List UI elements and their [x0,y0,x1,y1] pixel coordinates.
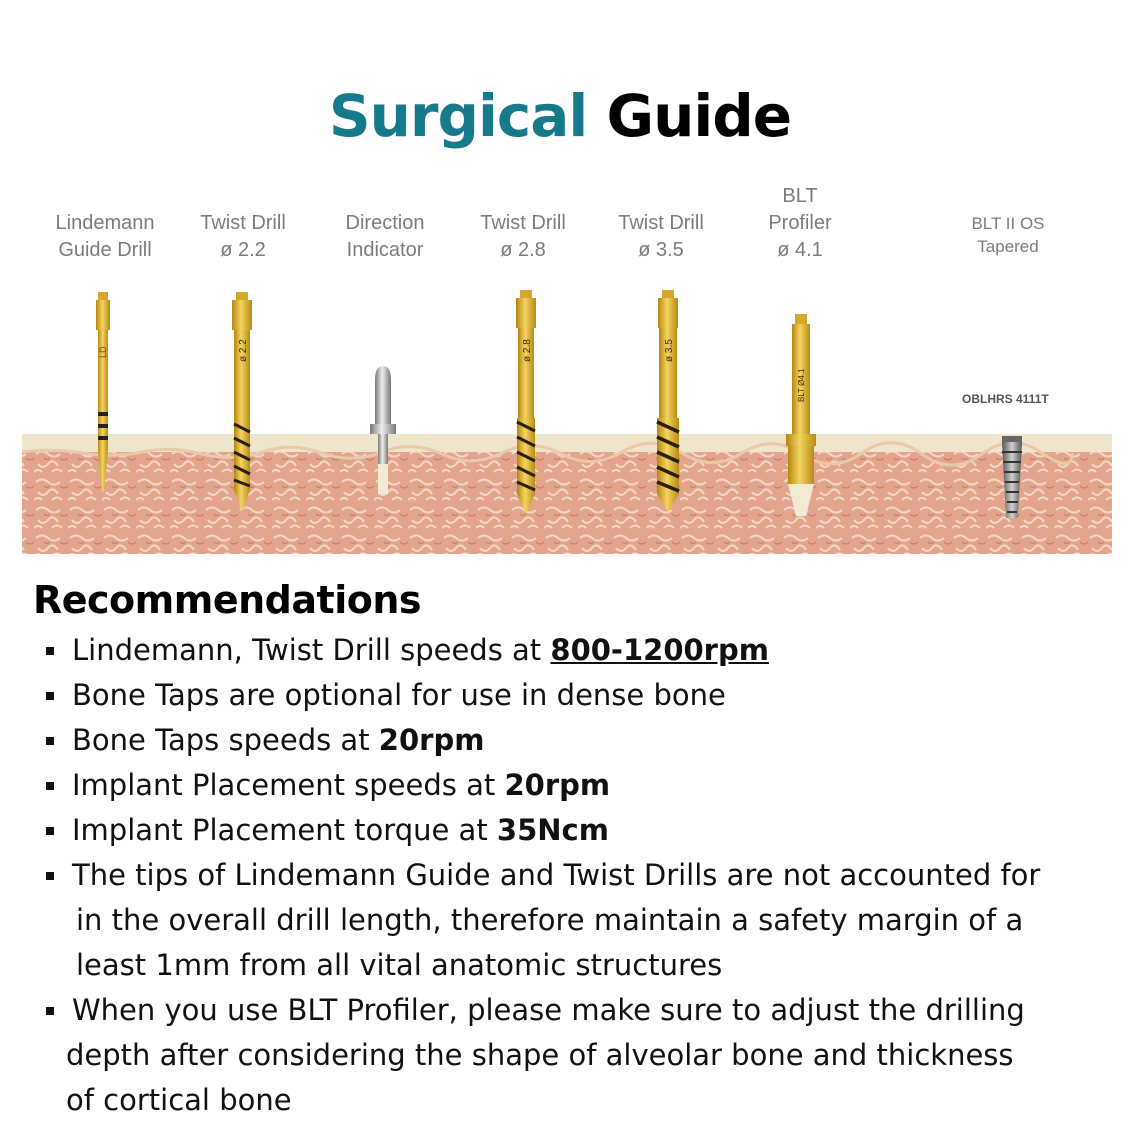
item-emphasis: 20rpm [378,723,485,757]
blt-profiler-marking: BLT Ø4.1 [797,368,806,402]
item-text: Implant Placement torque at [72,813,497,847]
list-item [46,718,1126,763]
label-lindemann-guide-drill: Lindemann Guide Drill [55,212,155,261]
label-direction-indicator: Direction Indicator [345,212,425,261]
twist-drill-2-8-icon [516,290,536,514]
recommendations-list [46,628,1126,1123]
item-emphasis: 35Ncm [496,813,609,847]
item-continuation: in the overall drill length, therefore maintain a safety margin of a [76,903,1024,937]
list-item [46,808,1126,853]
twist-2-2-marking: ø 2.2 [238,339,249,362]
list-item [46,763,1126,808]
item-text: The tips of Lindemann Guide and Twist Drills are not accounted for [72,858,1041,892]
recommendations-heading: Recommendations [33,578,421,622]
title-word-guide: Guide [606,82,792,150]
twist-drill-2-2-icon [232,292,252,512]
list-item [46,853,1126,988]
item-text: Bone Taps speeds at [72,723,379,757]
list-item [46,988,1126,1123]
item-continuation: of cortical bone [66,1083,292,1117]
implant-code: OBLHRS 4111T [962,392,1049,406]
item-emphasis: 20rpm [504,768,611,802]
item-text: Bone Taps are optional for use in dense bone [72,678,726,712]
item-text: Implant Placement speeds at [72,768,505,802]
item-text: Lindemann, Twist Drill speeds at [72,633,551,667]
twist-drill-3-5-icon [657,290,679,512]
cancellous-bone [22,452,1112,554]
blt-profiler-icon [786,314,816,516]
label-twist-drill-2-8: Twist Drill ø 2.8 [480,212,566,261]
list-item [46,628,1126,673]
item-continuation: least 1mm from all vital anatomic structures [76,948,723,982]
item-emphasis: 800-1200rpm [550,633,769,667]
drill-sequence-diagram [0,0,1134,560]
list-item [46,673,1126,718]
twist-2-8-marking: ø 2.8 [522,339,533,362]
item-continuation: depth after considering the shape of alveolar bone and thickness [66,1038,1014,1072]
twist-3-5-marking: ø 3.5 [664,339,675,362]
title-word-surgical: Surgical [328,82,588,150]
label-blt-profiler: BLT Profiler ø 4.1 [768,185,832,261]
label-blt-ii-os-tapered: BLT II OS Tapered [971,214,1045,256]
item-text: When you use BLT Profiler, please make sure to adjust the drilling [72,993,1025,1027]
label-twist-drill-2-2: Twist Drill ø 2.2 [200,212,286,261]
lindemann-marking: LD [98,346,108,358]
label-twist-drill-3-5: Twist Drill ø 3.5 [618,212,704,261]
